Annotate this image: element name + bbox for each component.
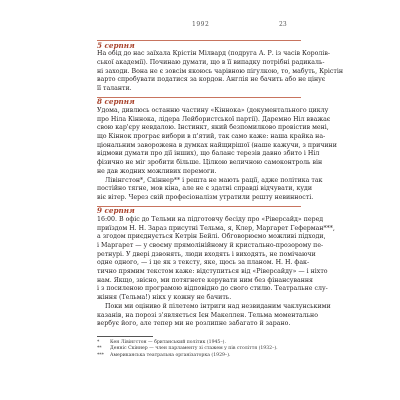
text-line: відмови думати про дії інших), що баланс терезів давно збито і Ніл: [97, 150, 320, 158]
text-line: свою кар'єру невдалою. Інстинкт, який безпомилково провістив мені,: [97, 124, 329, 132]
paragraph: [97, 215, 335, 303]
text-line: а згодом приєднується Кетрін Бейлі. Обговорюємо можливі підходи,: [97, 233, 326, 241]
text-line: Поки ми оціниво й пілетемо інтриги над незвиданим чаклунськими: [105, 302, 331, 310]
running-header-year: 1992: [192, 21, 210, 28]
text-line: На обід до нас заїхала Крістін Мілвард (подруга А. Р. із часів Королів-: [97, 50, 330, 58]
diary-text: [97, 40, 344, 329]
text-line: її таланти.: [97, 85, 132, 93]
footnote-text: Кен Лівінгстон — британський політик (1945–).: [110, 340, 226, 345]
paragraph: [97, 50, 344, 94]
text-line: що Кіннок програє вибори в п'ятий, так само каже: наша крайка на-: [97, 133, 326, 141]
text-line: Лівінгстон*, Скіннер** і решта не мають рації, адже політика так: [105, 176, 323, 184]
text-line: 16:00. В офіс до Тельми на підготовчу бесіду про «Ріверсайд» перед: [97, 215, 324, 223]
paragraph: [97, 302, 331, 329]
footnote-mark: **: [97, 346, 102, 352]
entry-date: 8 серпня: [97, 97, 301, 107]
text-line: і з посиленою програмою відповідно до свого стилю. Театральне слу-: [97, 285, 328, 293]
footnote-mark: *: [97, 340, 100, 345]
text-line: про Ніла Кіннока, лідера Лейбористської партії). Даремно Ніл вважає: [97, 115, 331, 123]
footnote-divider: [97, 336, 153, 337]
text-line: Удома, дивлюсь останню частину «Кіннока» (документального циклу: [97, 106, 329, 114]
paragraph: [97, 176, 323, 203]
text-line: казанів, на порозі з'являється Ієн Макеллен. Тельма моментально: [97, 311, 318, 319]
entry-date: 9 серпня: [97, 206, 301, 216]
footnote-text: Денніс Скіннер — член парламенту зі стажем у пів століття (1932–).: [110, 346, 278, 352]
text-line: варто спробувати податися за кордон. Англія не бачить або не цінує: [97, 76, 326, 84]
text-line: ретнурі. У двері дзвонять, люди входять і виходять, не помічаючи: [97, 250, 316, 258]
text-line: не дав жодних можливих перемоги.: [97, 167, 217, 175]
footnote-mark: ***: [97, 352, 104, 358]
text-line: ні заходи. Вона не є зовсім якоюсь чарівною пігулкою, то, мабуть, Крістін: [97, 67, 344, 75]
text-line: ціональним заворожена в думках найщирішої (наше кажучи, з причини: [97, 141, 337, 149]
text-line: віє вітер. Через свій професіоналізм утратили решту невинності.: [97, 193, 314, 201]
text-line: ської академії). Починаю думати, що в її випадку потрібні радикаль-: [97, 58, 325, 66]
footnotes: [97, 340, 317, 359]
text-line: постійно тягне, мов кіна, але не є здатні справді відчувати, куди: [97, 185, 313, 193]
paragraph: [97, 106, 337, 177]
text-line: тично прямим текстом каже: відступиться від «Ріверсайду» — і ніхто: [97, 268, 328, 276]
text-line: жіння (Тельма!) нікх у кожну не бачить.: [97, 294, 232, 302]
text-line: одне одного, — і це як з тексту, яке, щось за планом. Н. Н. фак-: [97, 259, 310, 267]
footnote: [97, 353, 317, 359]
text-line: фізично не міг зробити більше. Цілкою величною самоконтроль він: [97, 159, 323, 167]
footnote-text: Американська театральна організаторка (1929–).: [110, 352, 231, 358]
text-line: нам. Якщо, звісно, ми потягнете керувати ним без фінансування: [97, 276, 314, 284]
page-number: 23: [279, 21, 287, 28]
text-line: вербує його, але тепер ми не розлипне забагато й зарано.: [97, 320, 291, 328]
text-line: і Маргарет — у своєму прямолінійному й кристально-прозорому пе-: [97, 241, 324, 249]
text-line: приїздом Н. Н. Зараз присутні Тельма, я, Клер, Маргарет Геферман***,: [97, 224, 335, 232]
running-header: [0, 17, 400, 29]
entry-date: 5 серпня: [97, 40, 301, 50]
